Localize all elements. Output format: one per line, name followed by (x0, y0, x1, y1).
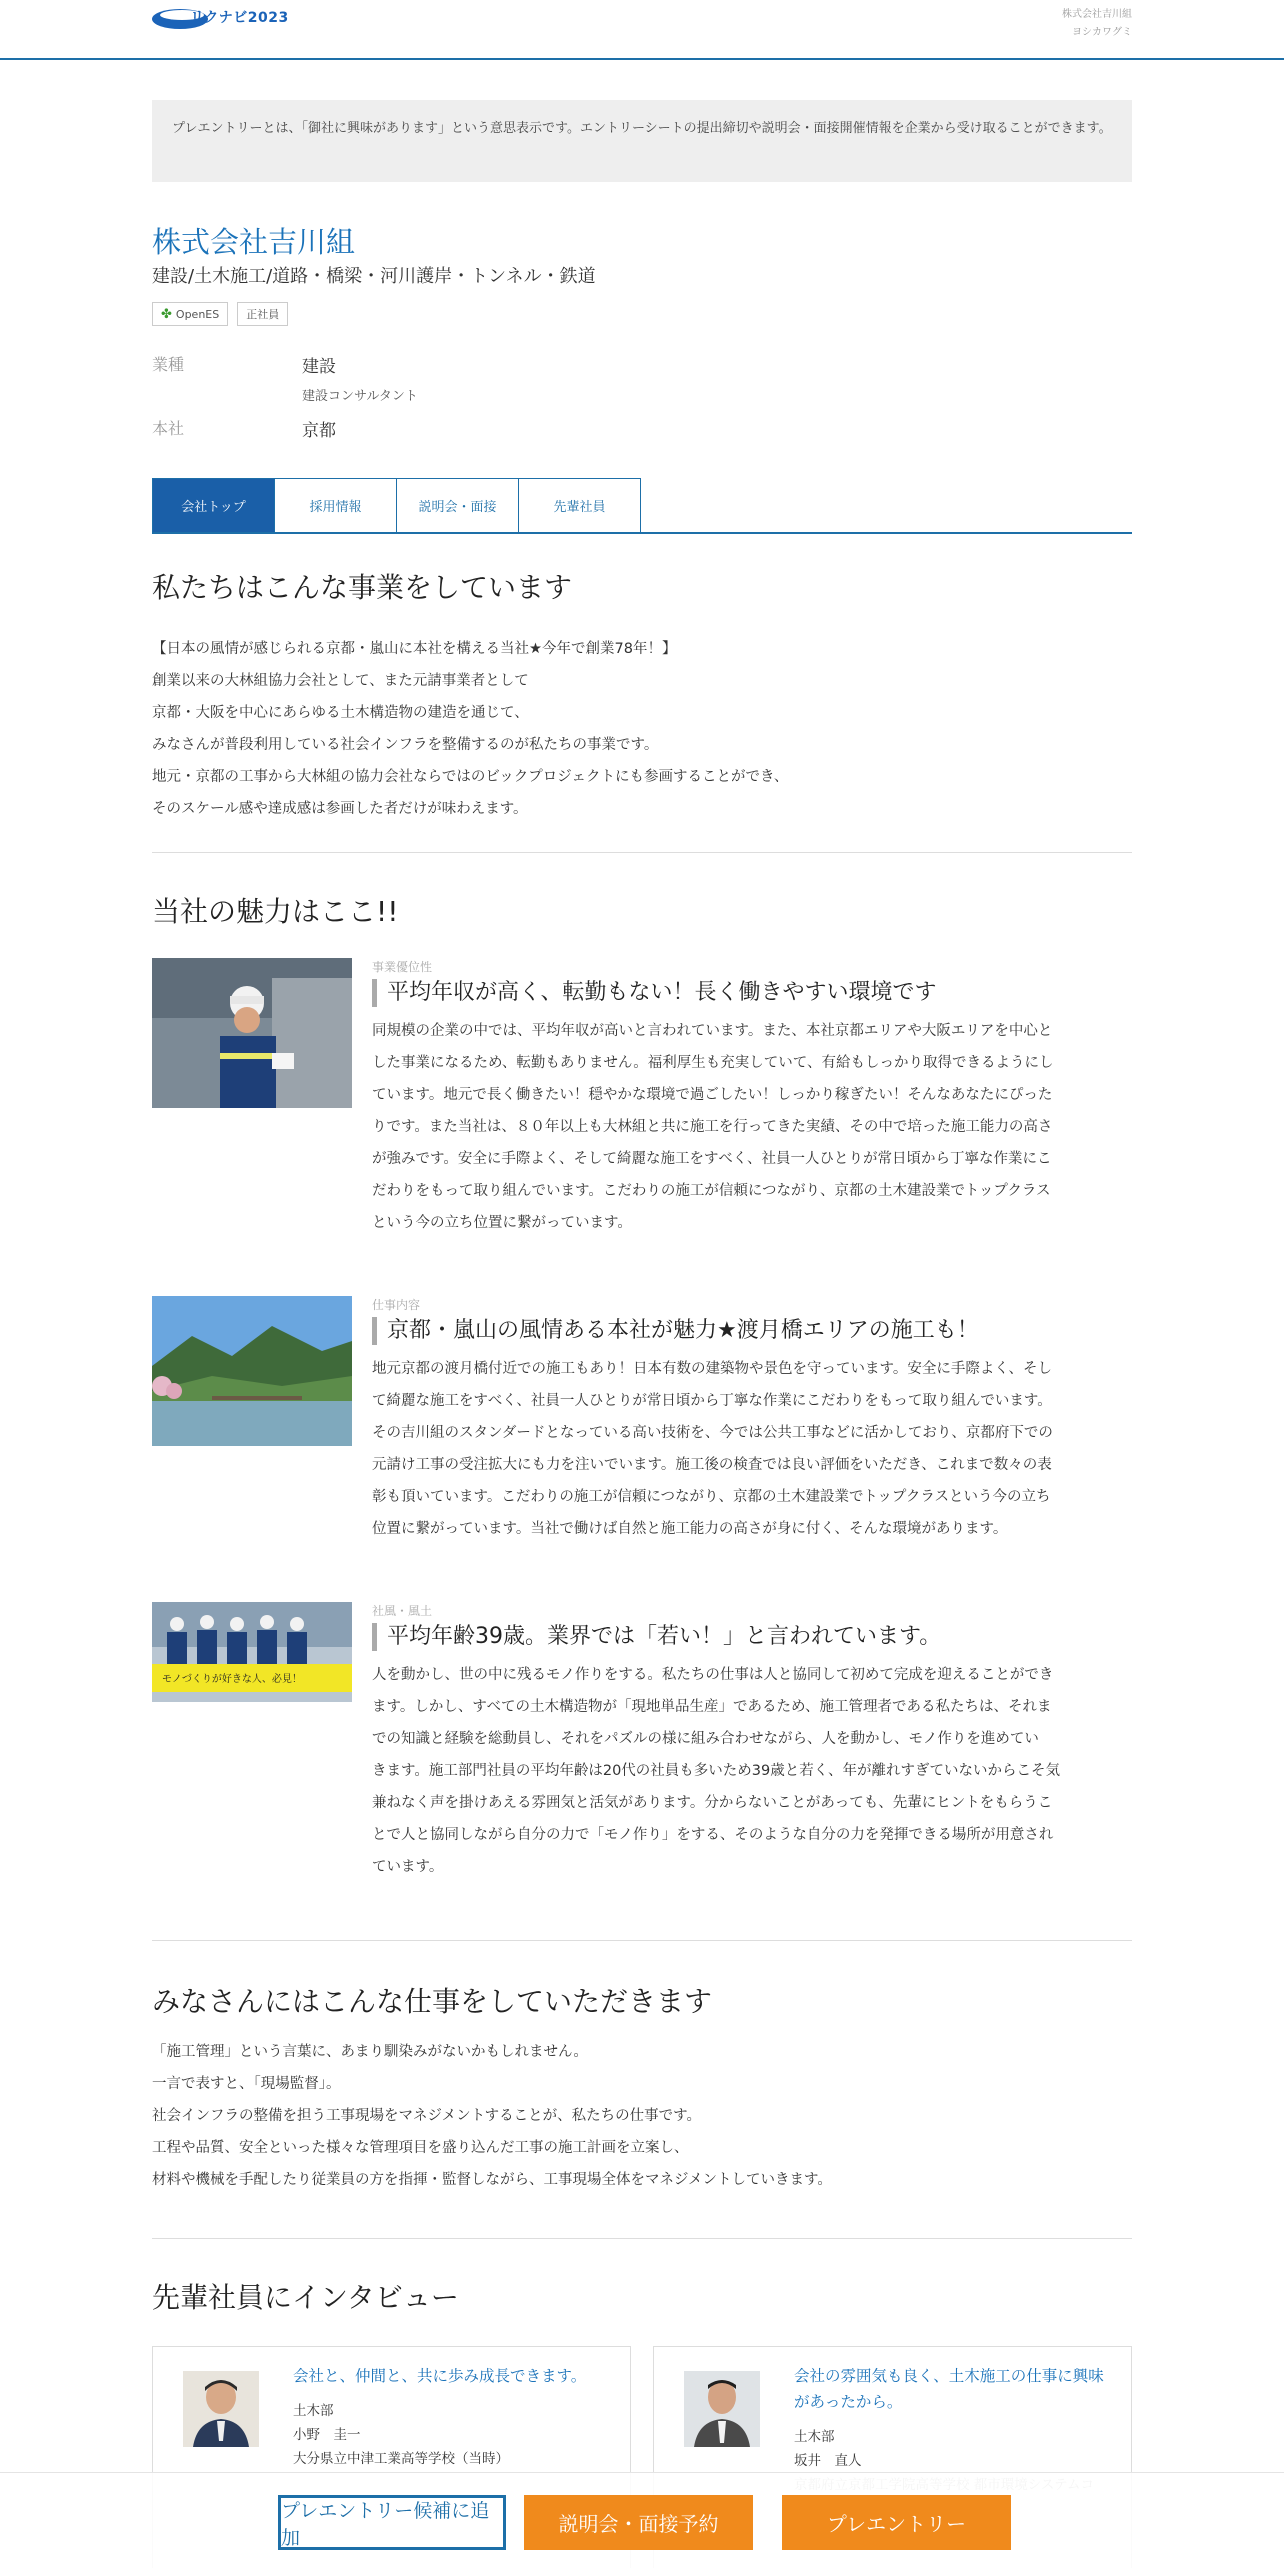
tag-openes-label: OpenES (175, 307, 220, 321)
header-company (1062, 6, 1132, 42)
business-title: 私たちはこんな事業をしています (152, 571, 573, 604)
tab-senior-employees[interactable]: 先輩社員 (518, 478, 641, 532)
pre-entry-button[interactable]: プレエントリー (782, 2495, 1011, 2550)
appeal-category: 事業優位性 (372, 960, 433, 974)
business-line: 【日本の風情が感じられる京都・嵐山に本社を構える当社★今年で創業78年！】 (152, 641, 677, 657)
company-category: 建設/土木施工/道路・橋梁・河川護岸・トンネル・鉄道 (152, 266, 596, 287)
company-info (152, 352, 852, 453)
industry-sub: 建設コンサルタント (302, 389, 418, 404)
team-photo (152, 1602, 352, 1702)
site-header (0, 0, 1284, 60)
tab-seminar-interview[interactable]: 説明会・面接 (396, 478, 519, 532)
appeal-heading: 平均年収が高く、転勤もない！長く働きやすい環境です (372, 979, 1132, 1007)
text-line: 彰も頂いています。こだわりの施工が信頼につながり、京都の土木建設業でトップクラスという今の立ち (372, 1489, 1051, 1505)
header-company-name: 株式会社吉川組 (1062, 9, 1132, 20)
appeal-item-2 (152, 1296, 1132, 1556)
text-line: 地元京都の渡月橋付近での施工もあり！日本有数の建築物や景色を守っています。安全に手際よく、そし (372, 1361, 1053, 1377)
text-line: という今の立ち位置に繋がっています。 (372, 1215, 632, 1231)
industry-label: 業種 (152, 355, 185, 374)
text-line: ています。地元で長く働きたい！穏やかな環境で過ごしたい！しっかり稼ぎたい！そんなあなたにぴった (372, 1087, 1053, 1103)
company-name: 株式会社吉川組 (152, 225, 356, 259)
text-line: 兼ねなく声を掛けあえる雰囲気と活気があります。分からないことがあっても、先輩にヒントをもらうこ (372, 1795, 1053, 1811)
employee-photo (684, 2371, 760, 2447)
action-bar (0, 2472, 1284, 2568)
business-text (152, 633, 1132, 825)
interview-card-title[interactable]: 会社と、仲間と、共に歩み成長できます。 (293, 2367, 587, 2385)
text-line: だわりをもって取り組んでいます。こだわりの施工が信頼につながり、京都の土木建設業でトップクラス (372, 1183, 1051, 1199)
logo-text: リクナビ2023 (190, 10, 289, 26)
employee-dept: 土木部 (794, 2429, 835, 2445)
work-line: 工程や品質、安全といった様々な管理項目を盛り込んだ工事の施工計画を立案し、 (152, 2140, 689, 2156)
pre-entry-notice: プレエントリーとは、「御社に興味があります」という意思表示です。エントリーシートの提出締切や説明会・面接開催情報を企業から受け取ることができます。 (152, 100, 1132, 182)
text-line: 位置に繋がっています。当社で働けば自然と施工能力の高さが身に付く、そんな環境があります。 (372, 1521, 1008, 1537)
industry-main: 建設 (302, 357, 336, 377)
text-line: とで人と協同しながら自分の力で「モノ作り」をする、そのような自分の力を発揮できる場所が用意され (372, 1827, 1054, 1843)
work-line: 材料や機械を手配したり従業員の方を指揮・監督しながら、工事現場全体をマネジメントしていきます。 (152, 2172, 832, 2188)
business-line: みなさんが普段利用している社会インフラを整備するのが私たちの事業です。 (152, 737, 659, 753)
work-text (152, 2036, 1132, 2196)
appeal-heading: 京都・嵐山の風情ある本社が魅力★渡月橋エリアの施工も！ (372, 1317, 1132, 1345)
appeal-text (372, 1659, 1132, 1883)
divider (152, 852, 1132, 853)
divider (152, 2238, 1132, 2239)
appeal-item-1-body (372, 958, 1132, 1239)
appeal-category: 社風・風土 (372, 1604, 433, 1618)
text-line: りです。また当社は、８０年以上も大林組と共に施工を行ってきた実績、その中で培った施工能力の高さ (372, 1119, 1053, 1135)
industry-row (152, 352, 852, 404)
text-line: て綺麗な施工をすべく、社員一人ひとりが常日頃から丁寧な作業にこだわりをもって取り組んでいます。 (372, 1393, 1052, 1409)
employee-dept: 土木部 (293, 2403, 334, 2419)
team-banner-text: モノづくりが好きな人、必見！ (162, 1674, 302, 1685)
tab-company-top[interactable]: 会社トップ (152, 478, 275, 532)
business-line: 地元・京都の工事から大林組の協力会社ならではのビックプロジェクトにも参画することができ、 (152, 769, 789, 785)
appeal-item-3 (152, 1602, 1132, 1892)
business-line: 創業以来の大林組協力会社として、また元請事業者として (152, 673, 529, 689)
work-title: みなさんにはこんな仕事をしていただきます (152, 1985, 713, 2018)
employee-school: 大分県立中津工業高等学校（当時） (293, 2451, 509, 2467)
text-line: 人を動かし、世の中に残るモノ作りをする。私たちの仕事は人と協同して初めて完成を迎えることができ (372, 1667, 1054, 1683)
arashiyama-photo (152, 1296, 352, 1446)
appeal-title: 当社の魅力はここ!! (152, 895, 399, 928)
clover-icon: ✤ (161, 306, 172, 322)
company-tabs (152, 478, 1132, 534)
employee-name: 坂井 直人 (794, 2453, 862, 2469)
interview-card-body (293, 2363, 603, 2471)
text-line: した事業になるため、転勤もありません。福利厚生も充実していて、有給もしっかり取得できるようにし (372, 1055, 1054, 1071)
tag-openes (152, 302, 228, 326)
header-company-kana: ヨシカワグミ (1072, 27, 1132, 38)
company-tags (152, 302, 288, 326)
employee-photo (183, 2371, 259, 2447)
hq-value: 京都 (302, 421, 336, 441)
work-line: 「施工管理」という言葉に、あまり馴染みがないかもしれません。 (152, 2044, 588, 2060)
tag-fulltime: 正社員 (237, 302, 288, 326)
hq-label: 本社 (152, 419, 185, 438)
appeal-item-1 (152, 958, 1132, 1248)
text-line: その吉川組のスタンダードとなっている高い技術を、今では公共工事などに活かしており、京都府下での (372, 1425, 1053, 1441)
interview-title: 先輩社員にインタビュー (152, 2281, 459, 2314)
text-line: きます。施工部門社員の平均年齢は20代の社員も多いため39歳と若く、年が離れすぎていないからこそ気 (372, 1763, 1060, 1779)
text-line: ます。しかし、すべての土木構造物が「現地単品生産」であるため、施工管理者である私たちは、それま (372, 1699, 1052, 1715)
hq-row (152, 416, 852, 441)
seminar-reservation-button[interactable]: 説明会・面接予約 (524, 2495, 753, 2550)
appeal-category: 仕事内容 (372, 1298, 421, 1312)
divider (152, 1940, 1132, 1941)
work-line: 一言で表すと、「現場監督」。 (152, 2076, 341, 2092)
appeal-item-2-body (372, 1296, 1132, 1545)
interview-card-title[interactable]: 会社の雰囲気も良く、土木施工の仕事に興味があったから。 (794, 2367, 1104, 2411)
text-line: 同規模の企業の中では、平均年収が高いと言われています。また、本社京都エリアや大阪エリアを中心と (372, 1023, 1053, 1039)
rikunabi-logo[interactable] (152, 2, 302, 34)
tab-recruit-info[interactable]: 採用情報 (274, 478, 397, 532)
appeal-heading: 平均年齢39歳。業界では「若い！」と言われています。 (372, 1623, 1132, 1651)
appeal-text (372, 1015, 1132, 1239)
business-line: 京都・大阪を中心にあらゆる土木構造物の建造を通じて、 (152, 705, 529, 721)
worker-photo (152, 958, 352, 1108)
add-pre-entry-candidate-button[interactable]: プレエントリー候補に追加 (278, 2495, 506, 2550)
industry-value (302, 352, 418, 404)
text-line: での知識と経験を総動員し、それをパズルの様に組み合わせながら、人を動かし、モノ作りを進めてい (372, 1731, 1039, 1747)
business-line: そのスケール感や達成感は参画した者だけが味わえます。 (152, 801, 528, 817)
appeal-item-3-body (372, 1602, 1132, 1883)
employee-name: 小野 圭一 (293, 2427, 361, 2443)
text-line: 元請け工事の受注拡大にも力を注いでいます。施工後の検査では良い評価をいただき、これまで数々の表 (372, 1457, 1052, 1473)
work-line: 社会インフラの整備を担う工事現場をマネジメントすることが、私たちの仕事です。 (152, 2108, 701, 2124)
appeal-text (372, 1353, 1132, 1545)
text-line: が強みです。安全に手際よく、そして綺麗な施工をすべく、社員一人ひとりが常日頃から丁寧な作業にこ (372, 1151, 1052, 1167)
text-line: ています。 (372, 1859, 444, 1875)
